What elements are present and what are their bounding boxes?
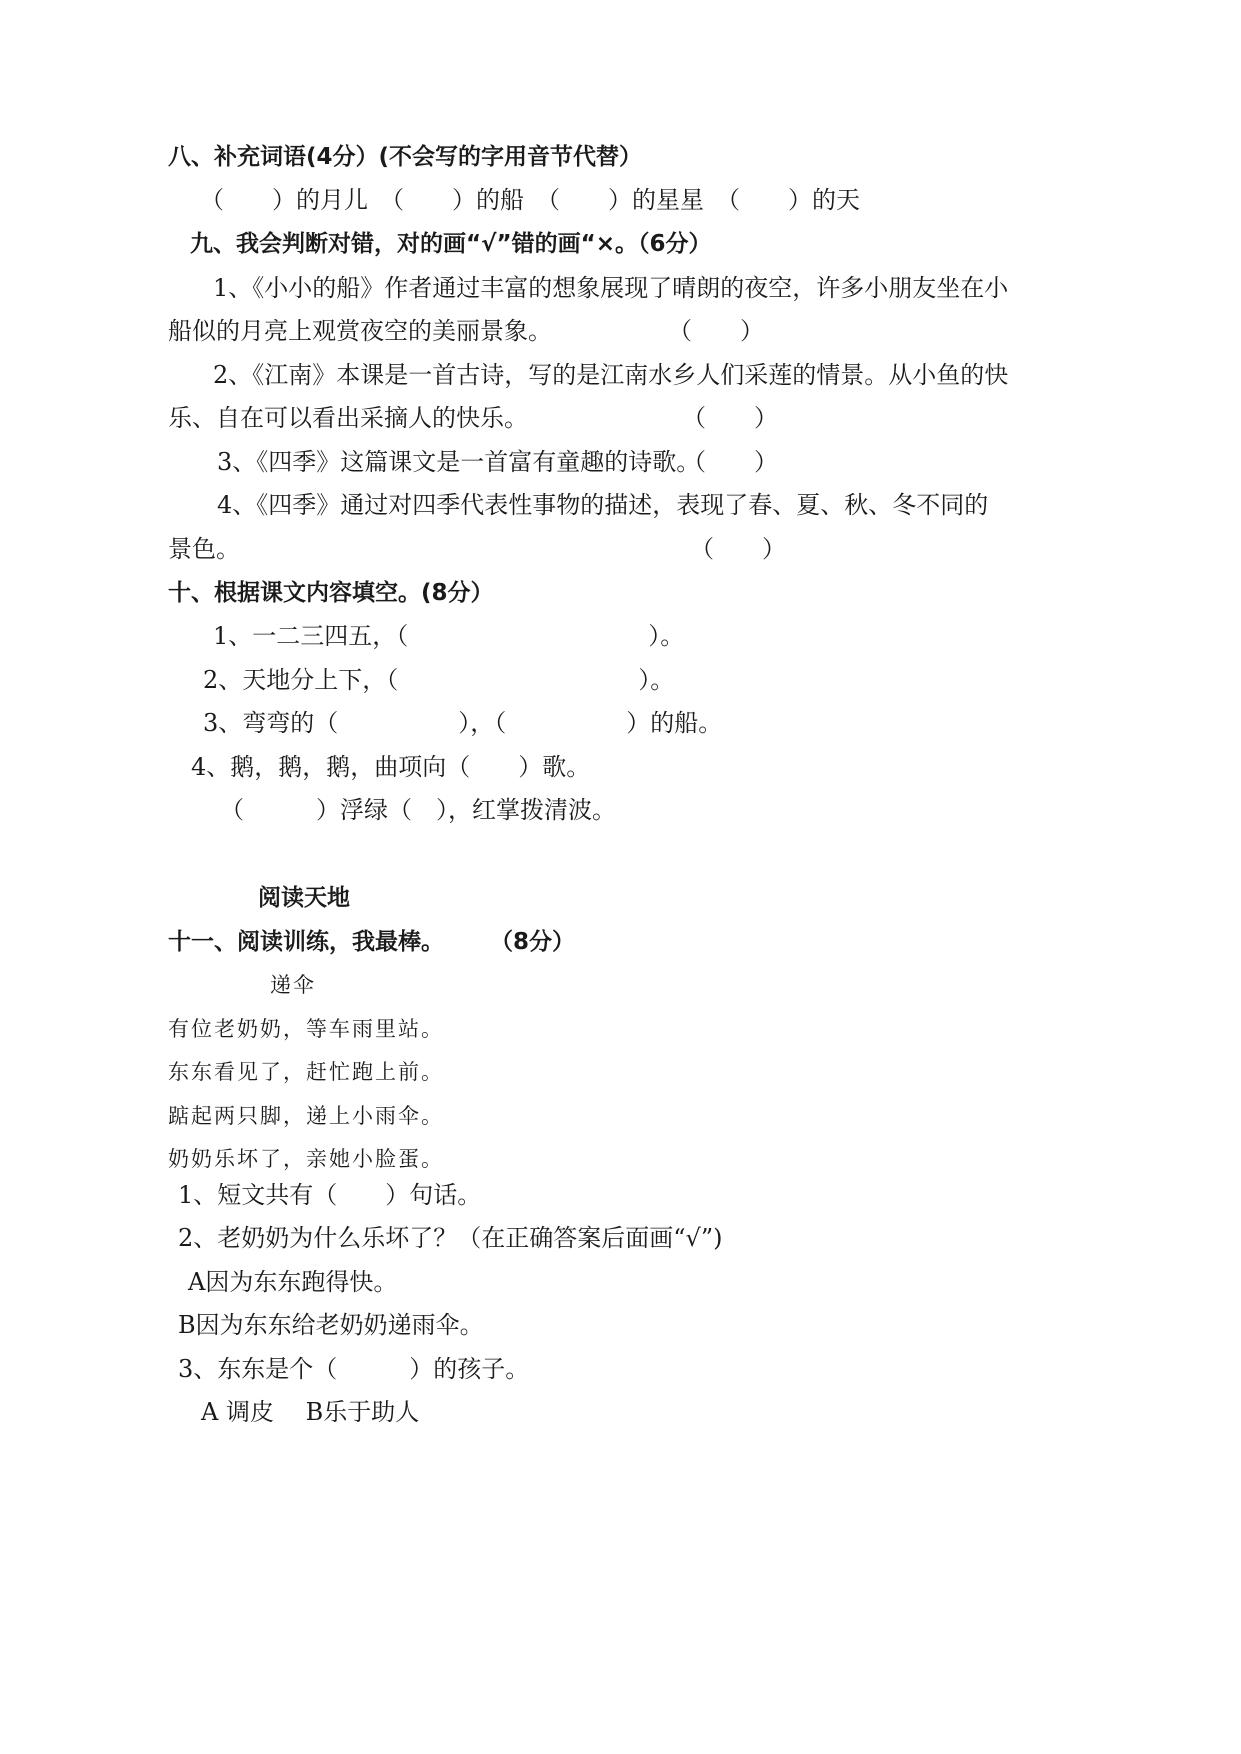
section-8-blanks: （ ）的月儿 （ ）的船 （ ）的星星 （ ）的天	[200, 186, 860, 214]
section-9-title: 九、我会判断对错，对的画“√”错的画“×。（6分）	[190, 231, 712, 257]
section-9-q4-line2: 景色。	[168, 535, 240, 563]
poem-line: 有位老奶奶，等车雨里站。	[168, 1017, 444, 1041]
section-10-q4: 4、鹅，鹅，鹅，曲项向（ ）歌。	[191, 753, 591, 781]
section-9-q4-answer[interactable]: （ ）	[690, 535, 786, 563]
section-9-q3: 3、《四季》这篇课文是一首富有童趣的诗歌。	[217, 448, 701, 476]
section-9-q1-line2: 船似的月亮上观赏夜空的美丽景象。	[168, 317, 552, 345]
section-9-q4-line1: 4、《四季》通过对四季代表性事物的描述，表现了春、夏、秋、冬不同的	[217, 491, 989, 519]
reading-heading: 阅读天地	[258, 885, 350, 911]
section-11-title: 十一、阅读训练，我最棒。 （8分）	[168, 929, 576, 955]
poem-title: 递伞	[270, 973, 316, 997]
reading-q2: 2、老奶奶为什么乐坏了？（在正确答案后面画“√”)	[178, 1224, 723, 1252]
reading-q2-option-b: B因为东东给老奶奶递雨伞。	[178, 1311, 484, 1339]
section-10-q1: 1、一二三四五，（ ）。	[213, 622, 685, 650]
reading-q3-options: A 调皮 B乐于助人	[201, 1398, 420, 1426]
poem-line: 奶奶乐坏了，亲她小脸蛋。	[168, 1147, 444, 1171]
section-9-q1-answer[interactable]: （ ）	[668, 317, 764, 345]
section-10-q3: 3、弯弯的（ ），（ ）的船。	[203, 709, 723, 737]
section-10-title: 十、根据课文内容填空。(8分）	[168, 580, 494, 606]
reading-q2-option-a: A因为东东跑得快。	[188, 1268, 398, 1296]
reading-q3: 3、东东是个（ ）的孩子。	[178, 1355, 530, 1383]
poem-line: 东东看见了，赶忙跑上前。	[168, 1060, 444, 1084]
section-10-q4-line2: （ ）浮绿（ ），红掌拨清波。	[220, 796, 616, 824]
section-8-title: 八、补充词语(4分）(不会写的字用音节代替）	[168, 144, 643, 170]
section-9-q2-answer[interactable]: （ ）	[682, 404, 778, 432]
section-10-q2: 2、天地分上下，（ ）。	[203, 666, 675, 694]
poem-line: 踮起两只脚，递上小雨伞。	[168, 1104, 444, 1128]
section-9-q2-line1: 2、《江南》本课是一首古诗，写的是江南水乡人们采莲的情景。从小鱼的快	[213, 361, 1009, 389]
section-9-q2-line2: 乐、自在可以看出采摘人的快乐。	[168, 404, 528, 432]
section-9-q3-answer[interactable]: （ ）	[682, 448, 778, 476]
section-9-q1-line1: 1、《小小的船》作者通过丰富的想象展现了晴朗的夜空，许多小朋友坐在小	[213, 274, 1009, 302]
reading-q1: 1、短文共有（ ）句话。	[178, 1181, 482, 1209]
